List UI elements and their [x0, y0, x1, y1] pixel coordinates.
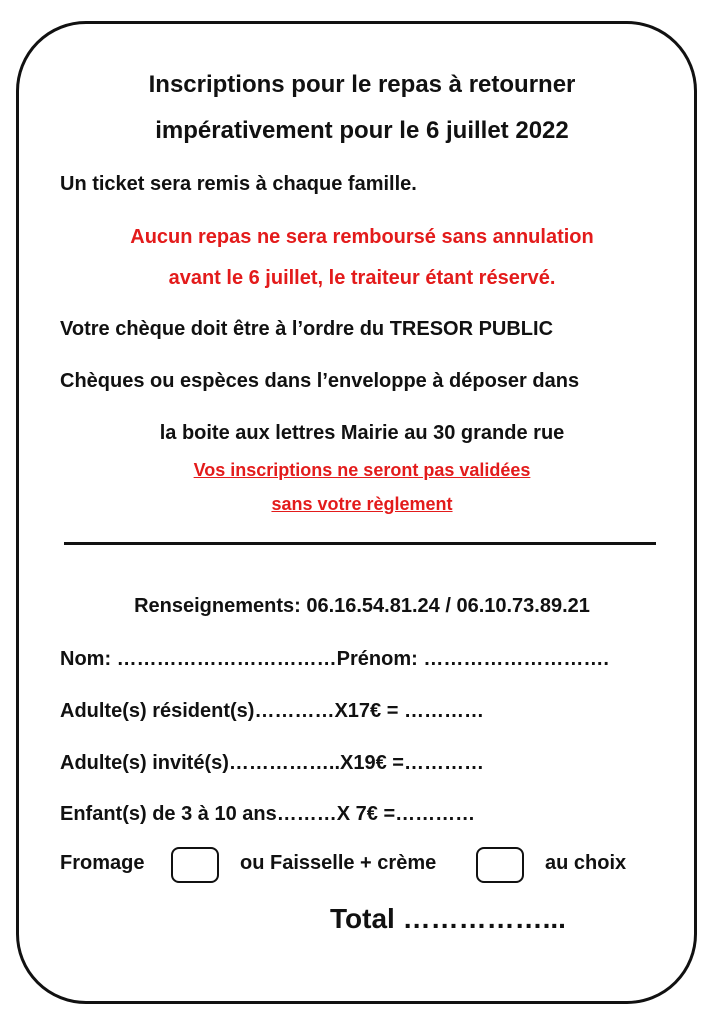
- cut-line-divider: [64, 542, 656, 545]
- name-field-line[interactable]: Nom: ……………………………Prénom: ……………………….: [60, 648, 609, 670]
- validation-warning-line-1: Vos inscriptions ne seront pas validées: [193, 460, 531, 480]
- children-field[interactable]: Enfant(s) de 3 à 10 ans………X 7€ =…………: [60, 803, 476, 825]
- refund-warning-line-1: Aucun repas ne sera remboursé sans annulation: [130, 226, 594, 248]
- title-line-2: impérativement pour le 6 juillet 2022: [155, 117, 569, 144]
- cheque-order-notice: Votre chèque doit être à l’ordre du TRESOR PUBLIC: [60, 318, 554, 340]
- adults-resident-field[interactable]: Adulte(s) résident(s)…………X17€ = …………: [60, 700, 484, 722]
- adults-guest-field[interactable]: Adulte(s) invité(s)……………..X19€ =…………: [60, 752, 484, 774]
- total-field[interactable]: Total ……………...: [330, 903, 566, 934]
- ticket-notice: Un ticket sera remis à chaque famille.: [60, 173, 417, 195]
- faisselle-checkbox[interactable]: [476, 847, 524, 883]
- option-faisselle-label: ou Faisselle + crème: [240, 852, 437, 874]
- deposit-instructions-line-2: la boite aux lettres Mairie au 30 grande rue: [159, 422, 565, 444]
- validation-warning-line-2: sans votre règlement: [271, 494, 453, 514]
- option-choice-label: au choix: [545, 852, 627, 874]
- title-line-1: Inscriptions pour le repas à retourner: [148, 71, 576, 98]
- deposit-instructions-line-1: Chèques ou espèces dans l’enveloppe à déposer dans: [60, 370, 580, 392]
- refund-warning-line-2: avant le 6 juillet, le traiteur étant réservé.: [168, 267, 556, 289]
- contact-phone-numbers: Renseignements: 06.16.54.81.24 / 06.10.73.89.21: [134, 595, 590, 617]
- option-fromage-label: Fromage: [60, 852, 145, 874]
- fromage-checkbox[interactable]: [171, 847, 219, 883]
